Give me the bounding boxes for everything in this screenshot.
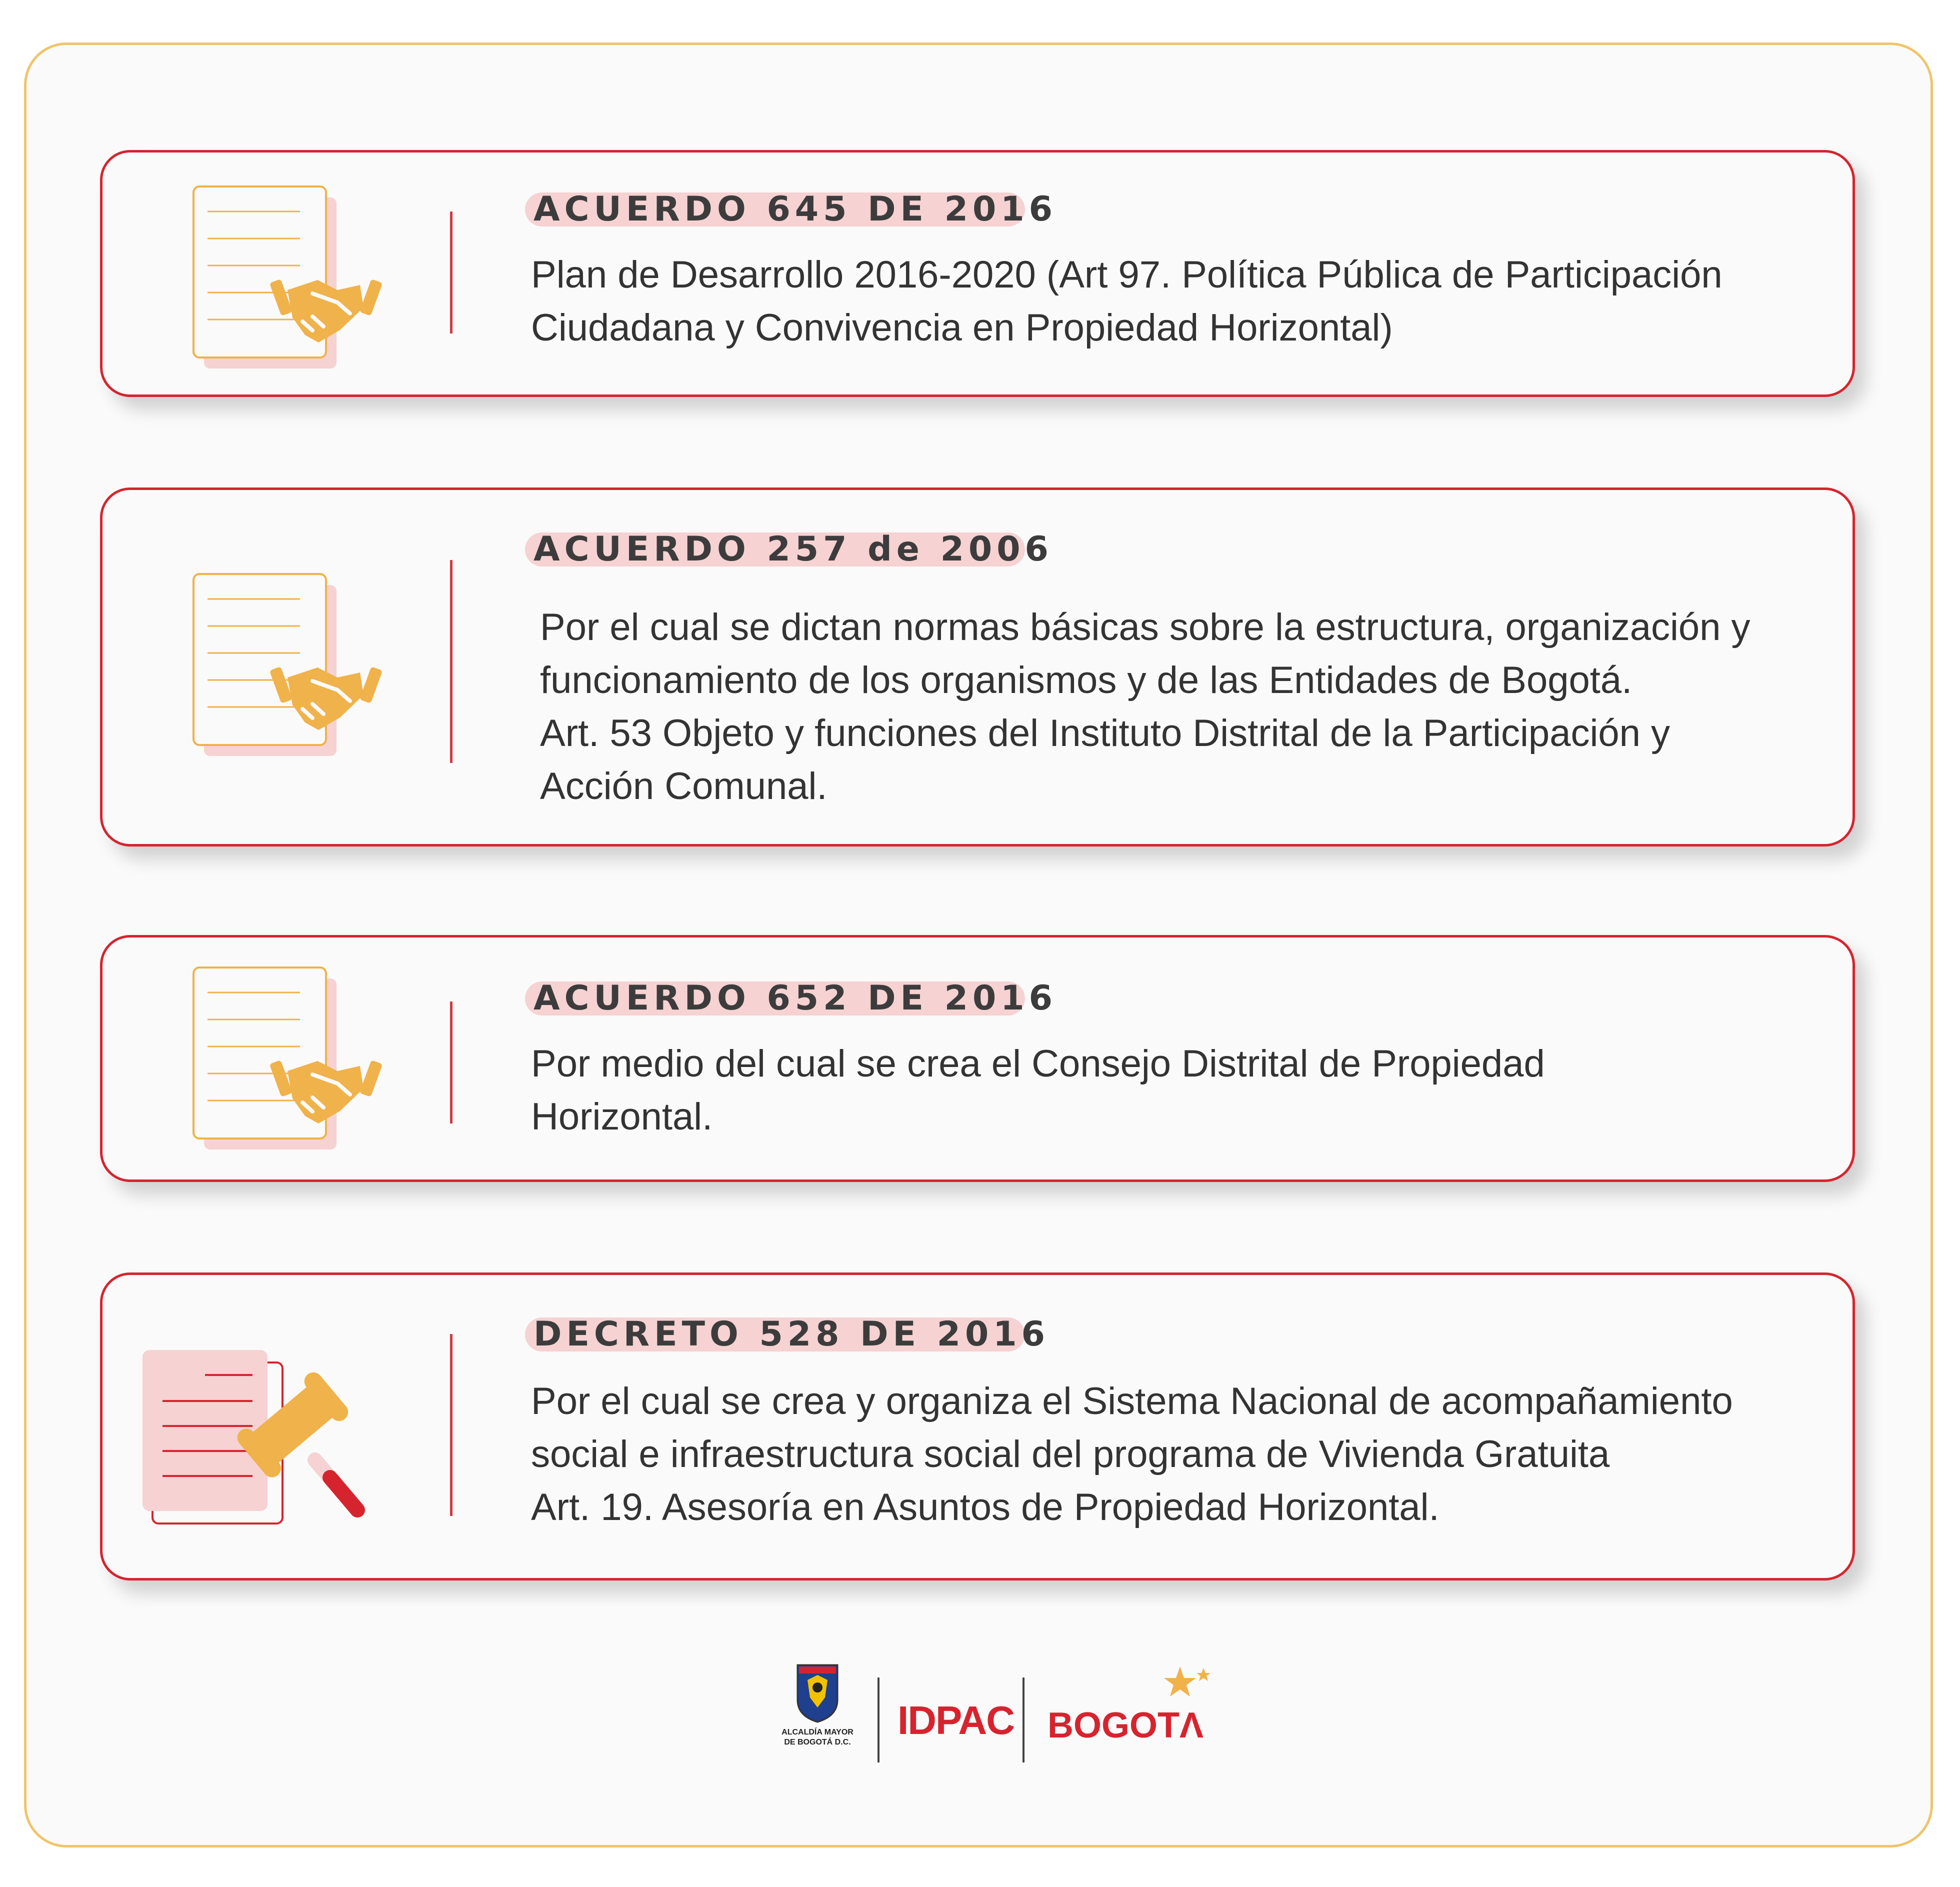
card-body: Plan de Desarrollo 2016-2020 (Art 97. Política Pública de Participación Ciudadana y Convivencia en Propiedad Horizontal) xyxy=(531,254,1722,349)
card-acuerdo-257 xyxy=(100,488,1855,846)
logo-divider xyxy=(1022,1678,1024,1762)
card-divider xyxy=(450,560,452,763)
document-handshake-icon xyxy=(188,958,388,1168)
card-body: Por medio del cual se crea el Consejo Distrital de Propiedad Horizontal. xyxy=(531,1042,1545,1138)
card-acuerdo-652 xyxy=(100,935,1855,1182)
card-body: Por el cual se dictan normas básicas sobre la estructura, organización y funcionamiento de los organismos y de las Entidades de Bogotá. Art. 53 Objeto y funciones del Instituto Distrital de la Participación y Acción Comunal. xyxy=(540,606,1750,808)
logo-divider xyxy=(878,1678,880,1762)
card-body: Por el cual se crea y organiza el Sistema Nacional de acompañamiento social e infraestructura social del programa de Vivienda Gratuita Art. 19. Asesoría en Asuntos de Propiedad Horizontal. xyxy=(531,1380,1733,1528)
card-divider xyxy=(450,1334,452,1516)
alcaldia-logo-text: ALCALDÍA MAYOR DE BOGOTÁ D.C. xyxy=(782,1728,854,1746)
star-icon xyxy=(1158,1664,1218,1699)
card-decreto-528 xyxy=(100,1272,1855,1580)
bogota-logo: BOGOTΛ xyxy=(1048,1706,1204,1746)
card-divider xyxy=(450,212,452,334)
document-gavel-icon xyxy=(142,1340,402,1550)
idpac-logo: IDPAC xyxy=(898,1698,1014,1742)
document-handshake-icon xyxy=(188,565,388,775)
card-acuerdo-645 xyxy=(100,150,1855,397)
card-title: ACUERDO 652 DE 2016 xyxy=(534,978,1057,1018)
card-title: ACUERDO 645 DE 2016 xyxy=(534,190,1057,229)
footer-logos xyxy=(775,1660,1225,1770)
card-title: ACUERDO 257 de 2006 xyxy=(534,530,1053,569)
alcaldia-shield-icon xyxy=(775,1660,860,1725)
card-title: DECRETO 528 DE 2016 xyxy=(534,1314,1050,1354)
card-divider xyxy=(450,1002,452,1124)
document-handshake-icon xyxy=(188,178,388,388)
